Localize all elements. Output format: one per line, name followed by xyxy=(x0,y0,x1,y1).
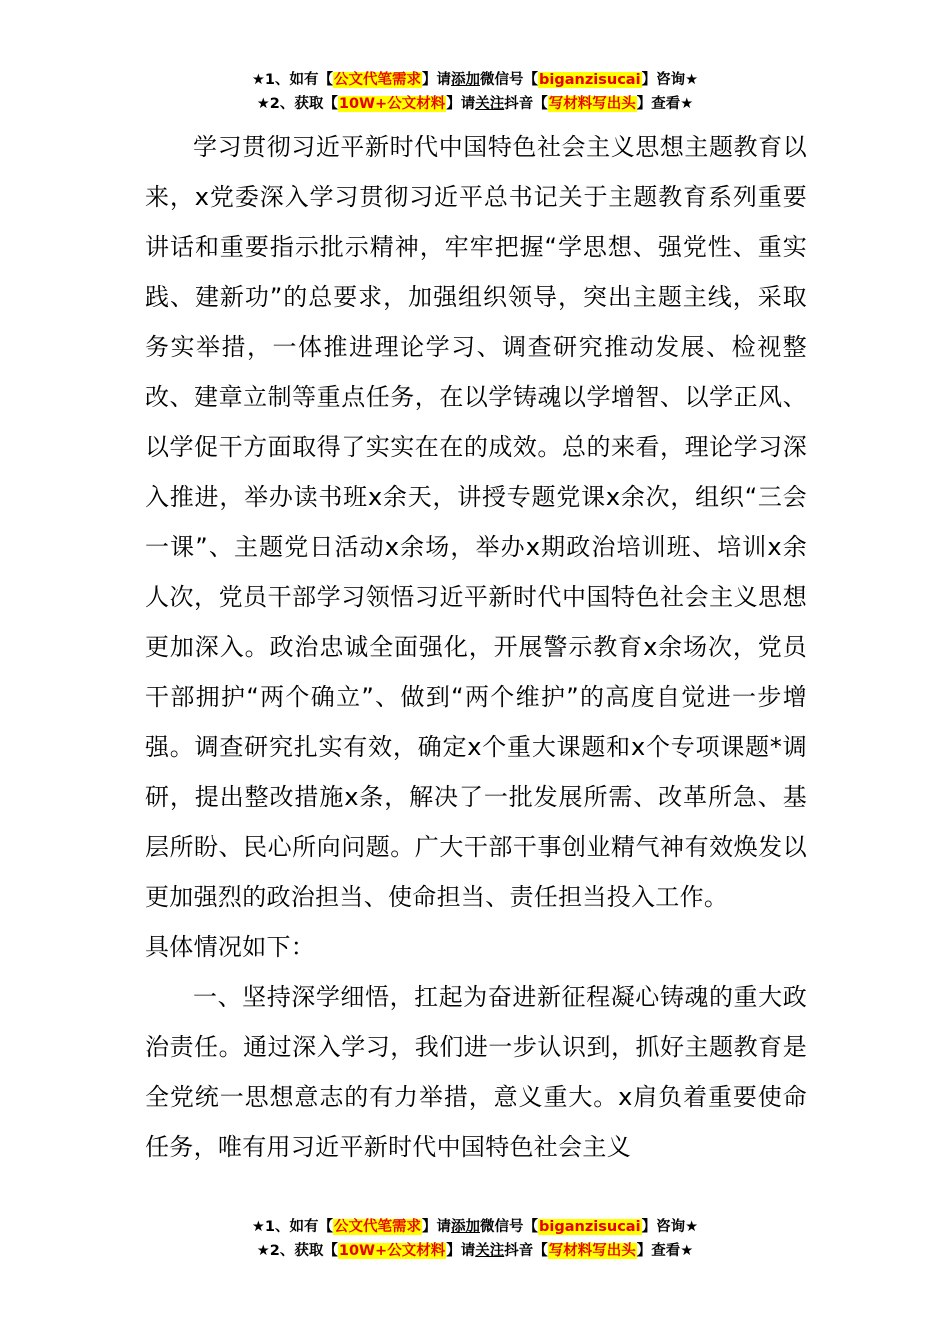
banner-underline: 关注 xyxy=(475,96,505,112)
banner-line-1 xyxy=(0,68,950,92)
banner-line-1 xyxy=(0,1215,950,1239)
banner-highlight-service: 公文代笔需求 xyxy=(334,72,422,88)
banner-text: ★1、如有【 xyxy=(251,1219,334,1235)
banner-highlight-materials: 10W+公文材料 xyxy=(338,96,446,112)
paragraph-summary: 学习贯彻习近平新时代中国特色社会主义思想主题教育以来，x党委深入学习贯彻习近平总书记关于主题教育系列重要讲话和重要指示批示精神，牢牢把握“学思想、强党性、重实践、建新功”的总要求，加强组织领导，突出主题主线，采取务实举措，一体推进理论学习、调查研究推动发展、检视整改、建章立制等重点任务，在以学铸魂以学增智、以学正风、以学促干方面取得了实实在在的成效。总的来看，理论学习深入推进，举办读书班x余天，讲授专题党课x余次，组织“三会一课”、主题党日活动x余场，举办x期政治培训班、培训x余人次，党员干部学习领悟习近平新时代中国特色社会主义思想更加深入。政治忠诚全面强化，开展警示教育x余场次，党员干部拥护“两个确立”、做到“两个维护”的高度自觉进一步增强。调查研究扎实有效，确定x个重大课题和x个专项课题*调研，提出整改措施x条，解决了一批发展所需、改革所急、基层所盼、民心所向问题。广大干部干事创业精气神有效焕发以更加强烈的政治担当、使命担当、责任担当投入工作。 xyxy=(145,133,807,911)
banner-underline: 添加 xyxy=(451,1219,481,1235)
banner-line-2 xyxy=(0,1239,950,1263)
banner-highlight-wechat: biganzisucai xyxy=(539,72,641,88)
banner-text: 】请 xyxy=(446,96,476,112)
document-body xyxy=(145,122,807,1172)
banner-text: 】咨询★ xyxy=(641,1219,699,1235)
banner-text: 】请 xyxy=(422,1219,452,1235)
banner-text: ★1、如有【 xyxy=(251,72,334,88)
banner-text: 抖音【 xyxy=(504,96,548,112)
banner-text: 】查看★ xyxy=(636,1243,694,1259)
banner-highlight-service: 公文代笔需求 xyxy=(334,1219,422,1235)
banner-highlight-wechat: biganzisucai xyxy=(539,1219,641,1235)
paragraph-section-one: 一、坚持深学细悟，扛起为奋进新征程凝心铸魂的重大政治责任。通过深入学习，我们进一步认识到，抓好主题教育是全党统一思想意志的有力举措，意义重大。x肩负着重要使命任务，唯有用习近平新时代中国特色社会主义 xyxy=(145,983,807,1161)
banner-text: 】请 xyxy=(422,72,452,88)
banner-text: 微信号【 xyxy=(480,72,539,88)
banner-text: 】查看★ xyxy=(636,96,694,112)
banner-highlight-douyin: 写材料写出头 xyxy=(548,96,636,112)
banner-highlight-douyin: 写材料写出头 xyxy=(548,1243,636,1259)
banner-text: 抖音【 xyxy=(504,1243,548,1259)
banner-underline: 添加 xyxy=(451,72,481,88)
banner-text: 】请 xyxy=(446,1243,476,1259)
banner-text: ★2、获取【 xyxy=(256,1243,338,1259)
banner-text: 微信号【 xyxy=(480,1219,539,1235)
top-banner xyxy=(0,68,950,116)
paragraph-details-intro: 具体情况如下： xyxy=(145,933,316,961)
banner-underline: 关注 xyxy=(475,1243,505,1259)
banner-line-2 xyxy=(0,92,950,116)
banner-text: ★2、获取【 xyxy=(256,96,338,112)
banner-highlight-materials: 10W+公文材料 xyxy=(338,1243,446,1259)
bottom-banner xyxy=(0,1215,950,1263)
banner-text: 】咨询★ xyxy=(641,72,699,88)
